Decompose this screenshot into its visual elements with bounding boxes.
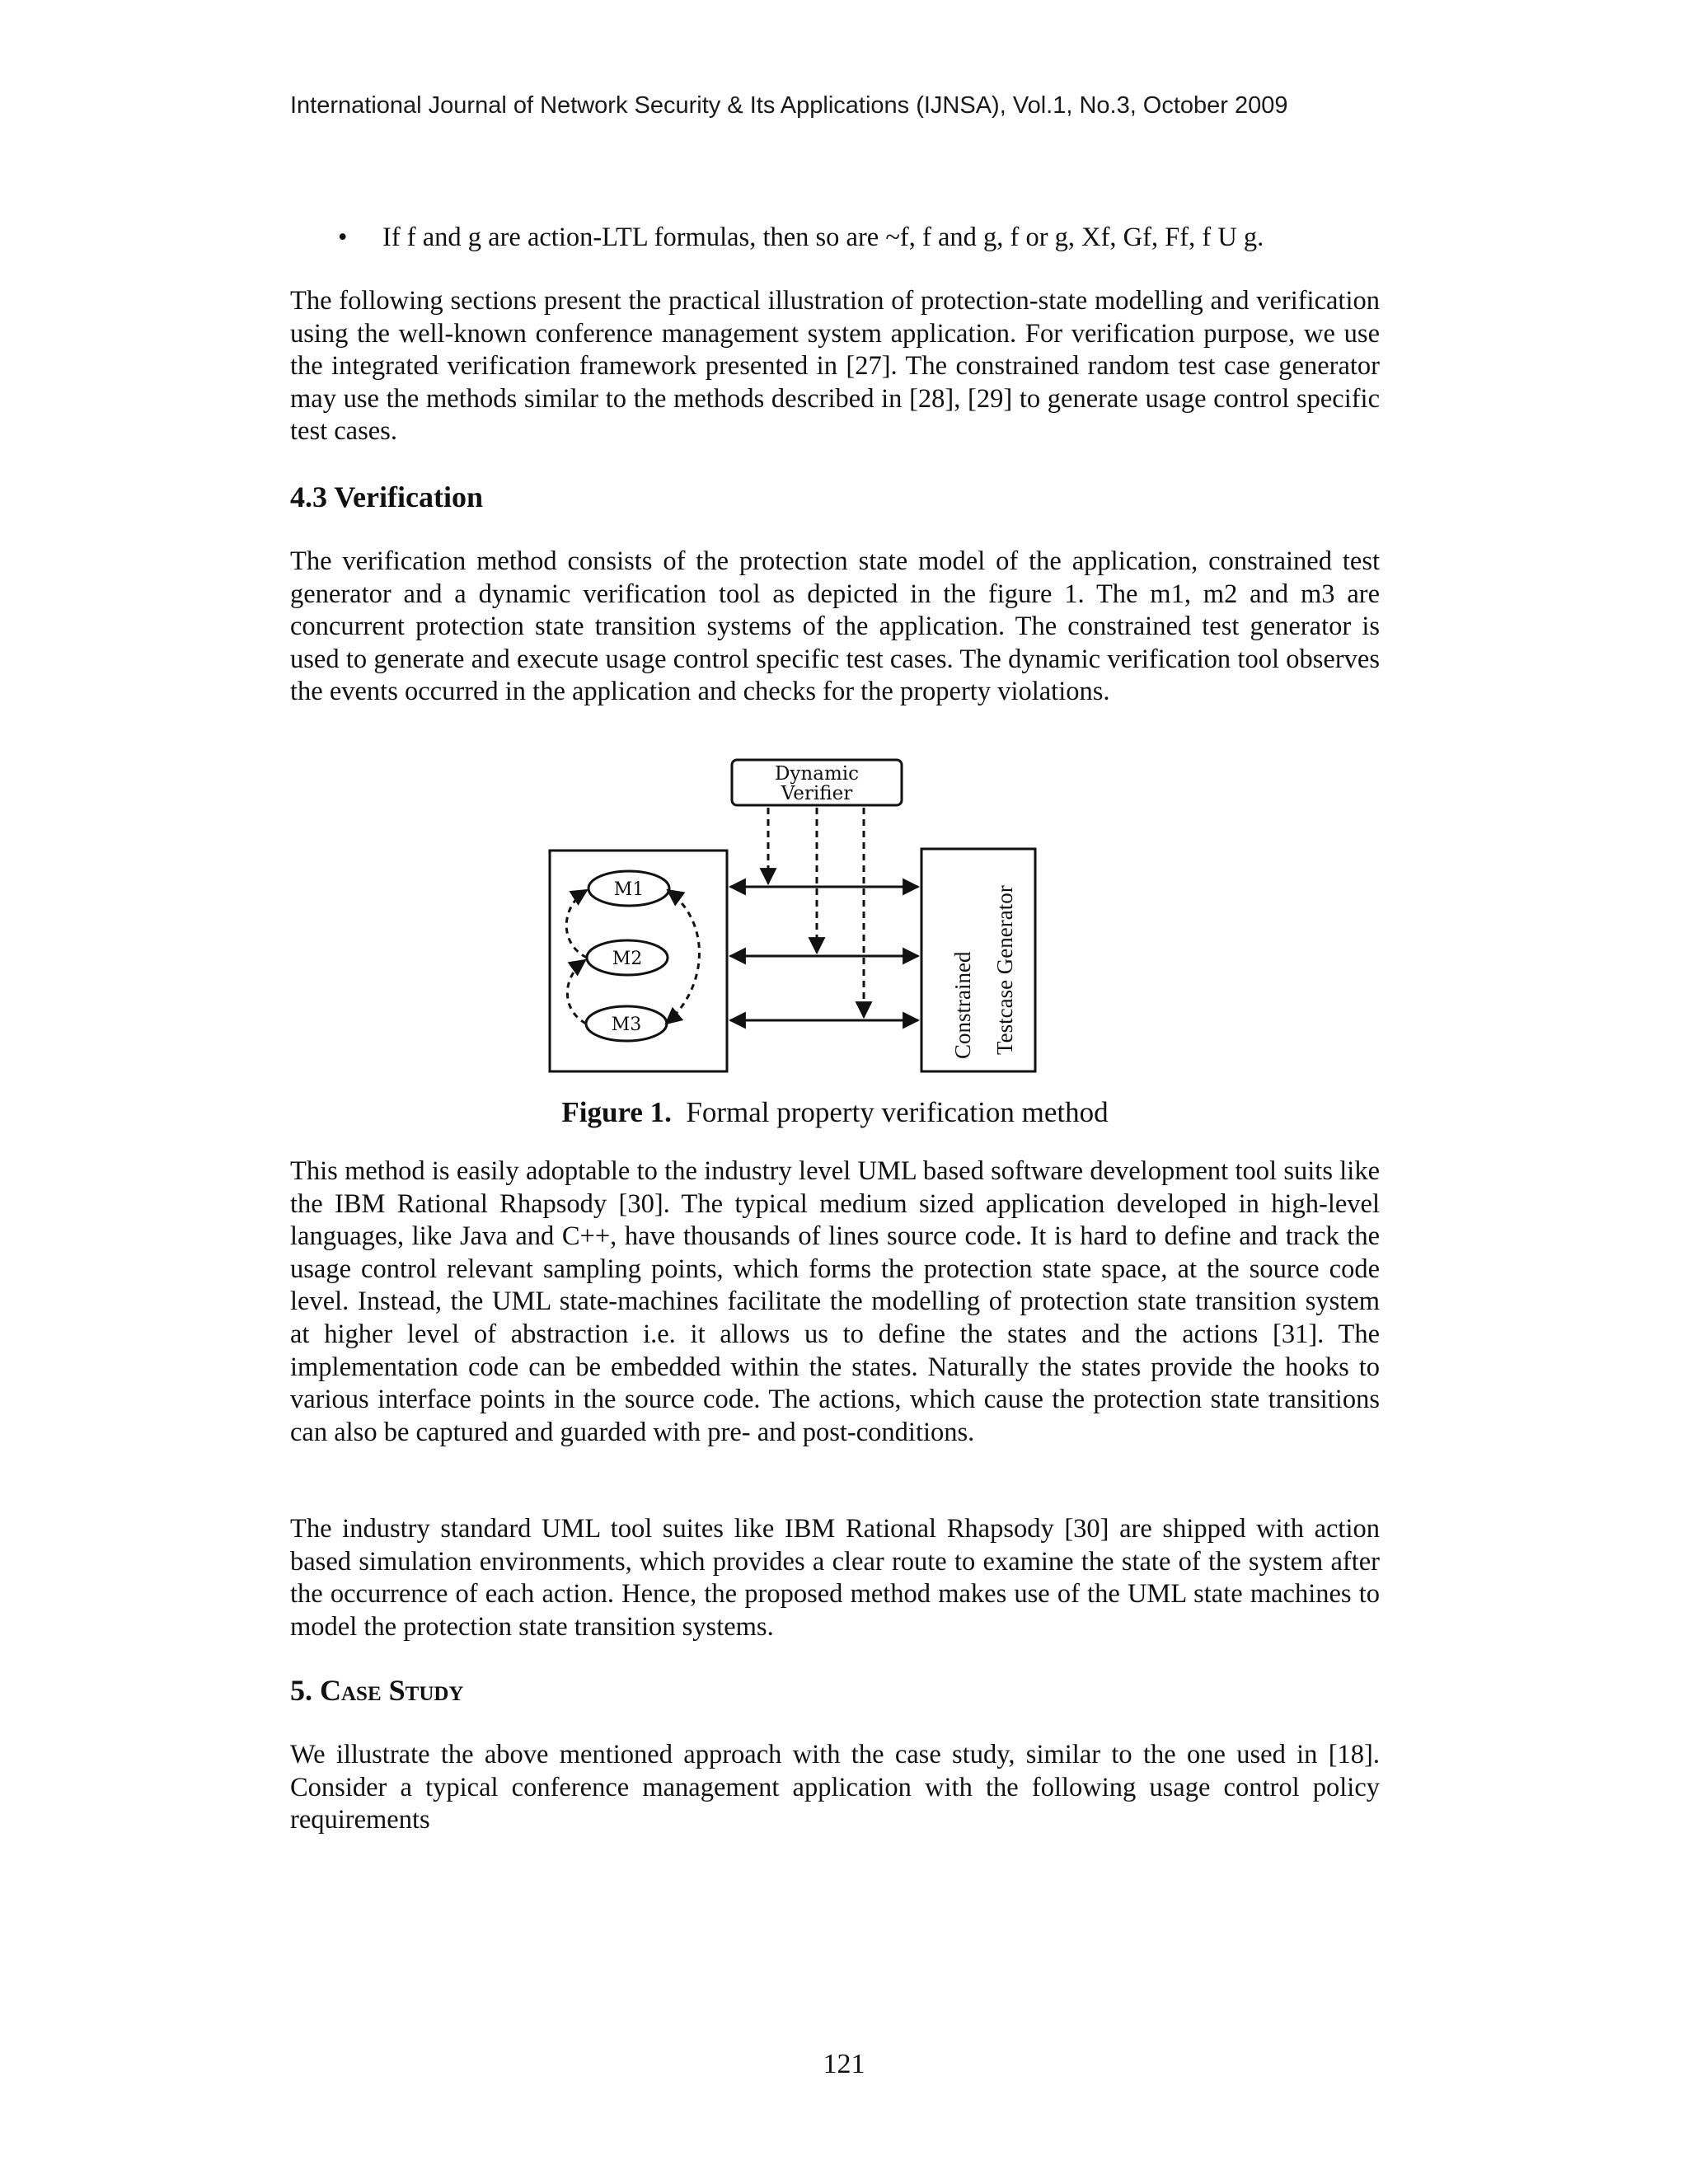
running-header: International Journal of Network Security & Its Applications (IJNSA), Vol.1, No.3, October 2009	[290, 92, 1288, 119]
dynamic-verifier-label-2: Verifier	[781, 783, 853, 804]
figure-caption-label: Figure 1.	[561, 1096, 672, 1128]
dynamic-verifier-label-1: Dynamic	[774, 763, 860, 785]
state-m2-label: M2	[612, 949, 643, 969]
page-number: 121	[823, 2049, 865, 2079]
paragraph-simulation: The industry standard UML tool suites like IBM Rational Rhapsody [30] are shipped with action based simulation environments, which provides a clear route to examine the state of the system after the occurrence of each action. Hence, the proposed method makes use of the UML state machines to model the protection state transition systems.	[290, 1514, 1380, 1642]
generator-label-2: Testcase Generator	[992, 885, 1017, 1055]
section-heading-5	[290, 1673, 1380, 1708]
paragraph-case-study: We illustrate the above mentioned approach with the case study, similar to the one used in [18]. Consider a typical conference management application with the following usage control policy requirements	[290, 1740, 1380, 1835]
state-m1-label: M1	[613, 879, 645, 900]
figure-1	[528, 742, 1104, 1104]
bullet-icon: •	[338, 223, 348, 252]
paragraph-intro: The following sections present the practical illustration of protection-state modelling and verification using the well-known conference management system application. For verification purpose, we use the integrated verification framework presented in [27]. The constrained random test case generator may use the methods similar to the methods described in [28], [29] to generate usage control specific test cases.	[290, 286, 1380, 447]
generator-label-1: Constrained	[950, 951, 975, 1059]
section-heading-5-text: 5. Case Study	[290, 1674, 464, 1707]
bullet-text: If f and g are action-LTL formulas, then so are ~f, f and g, f or g, Xf, Gf, Ff, f U g.	[382, 223, 1264, 252]
paragraph-uml-method: This method is easily adoptable to the industry level UML based software development tool suits like the IBM Rational Rhapsody [30]. The typical medium sized application developed in high-level languages, like Java and C++, have thousands of lines source code. It is hard to define and track the usage control relevant sampling points, which forms the protection state space, at the source code level. Instead, the UML state-machines facilitate the modelling of protection state transition system at higher level of abstraction i.e. it allows us to define the states and the actions [31]. The implementation code can be embedded within the states. Naturally the states provide the hooks to various interface points in the source code. The actions, which cause the protection state transitions can also be captured and guarded with pre- and post-conditions.	[290, 1156, 1380, 1447]
state-m3-label: M3	[611, 1015, 642, 1035]
test-generator-box	[921, 849, 1035, 1071]
figure-caption	[290, 1094, 1380, 1131]
section-heading-4-3: 4.3 Verification	[290, 480, 483, 513]
figure-caption-text: Formal property verification method	[686, 1096, 1109, 1128]
paragraph-verification: The verification method consists of the protection state model of the application, constrained test generator and a dynamic verification tool as depicted in the figure 1. The m1, m2 and m3 are concurrent protection state transition systems of the application. The constrained test generator is used to generate and execute usage control specific test cases. The dynamic verification tool observes the events occurred in the application and checks for the property violations.	[290, 546, 1380, 707]
figure-diagram	[528, 742, 1104, 1104]
